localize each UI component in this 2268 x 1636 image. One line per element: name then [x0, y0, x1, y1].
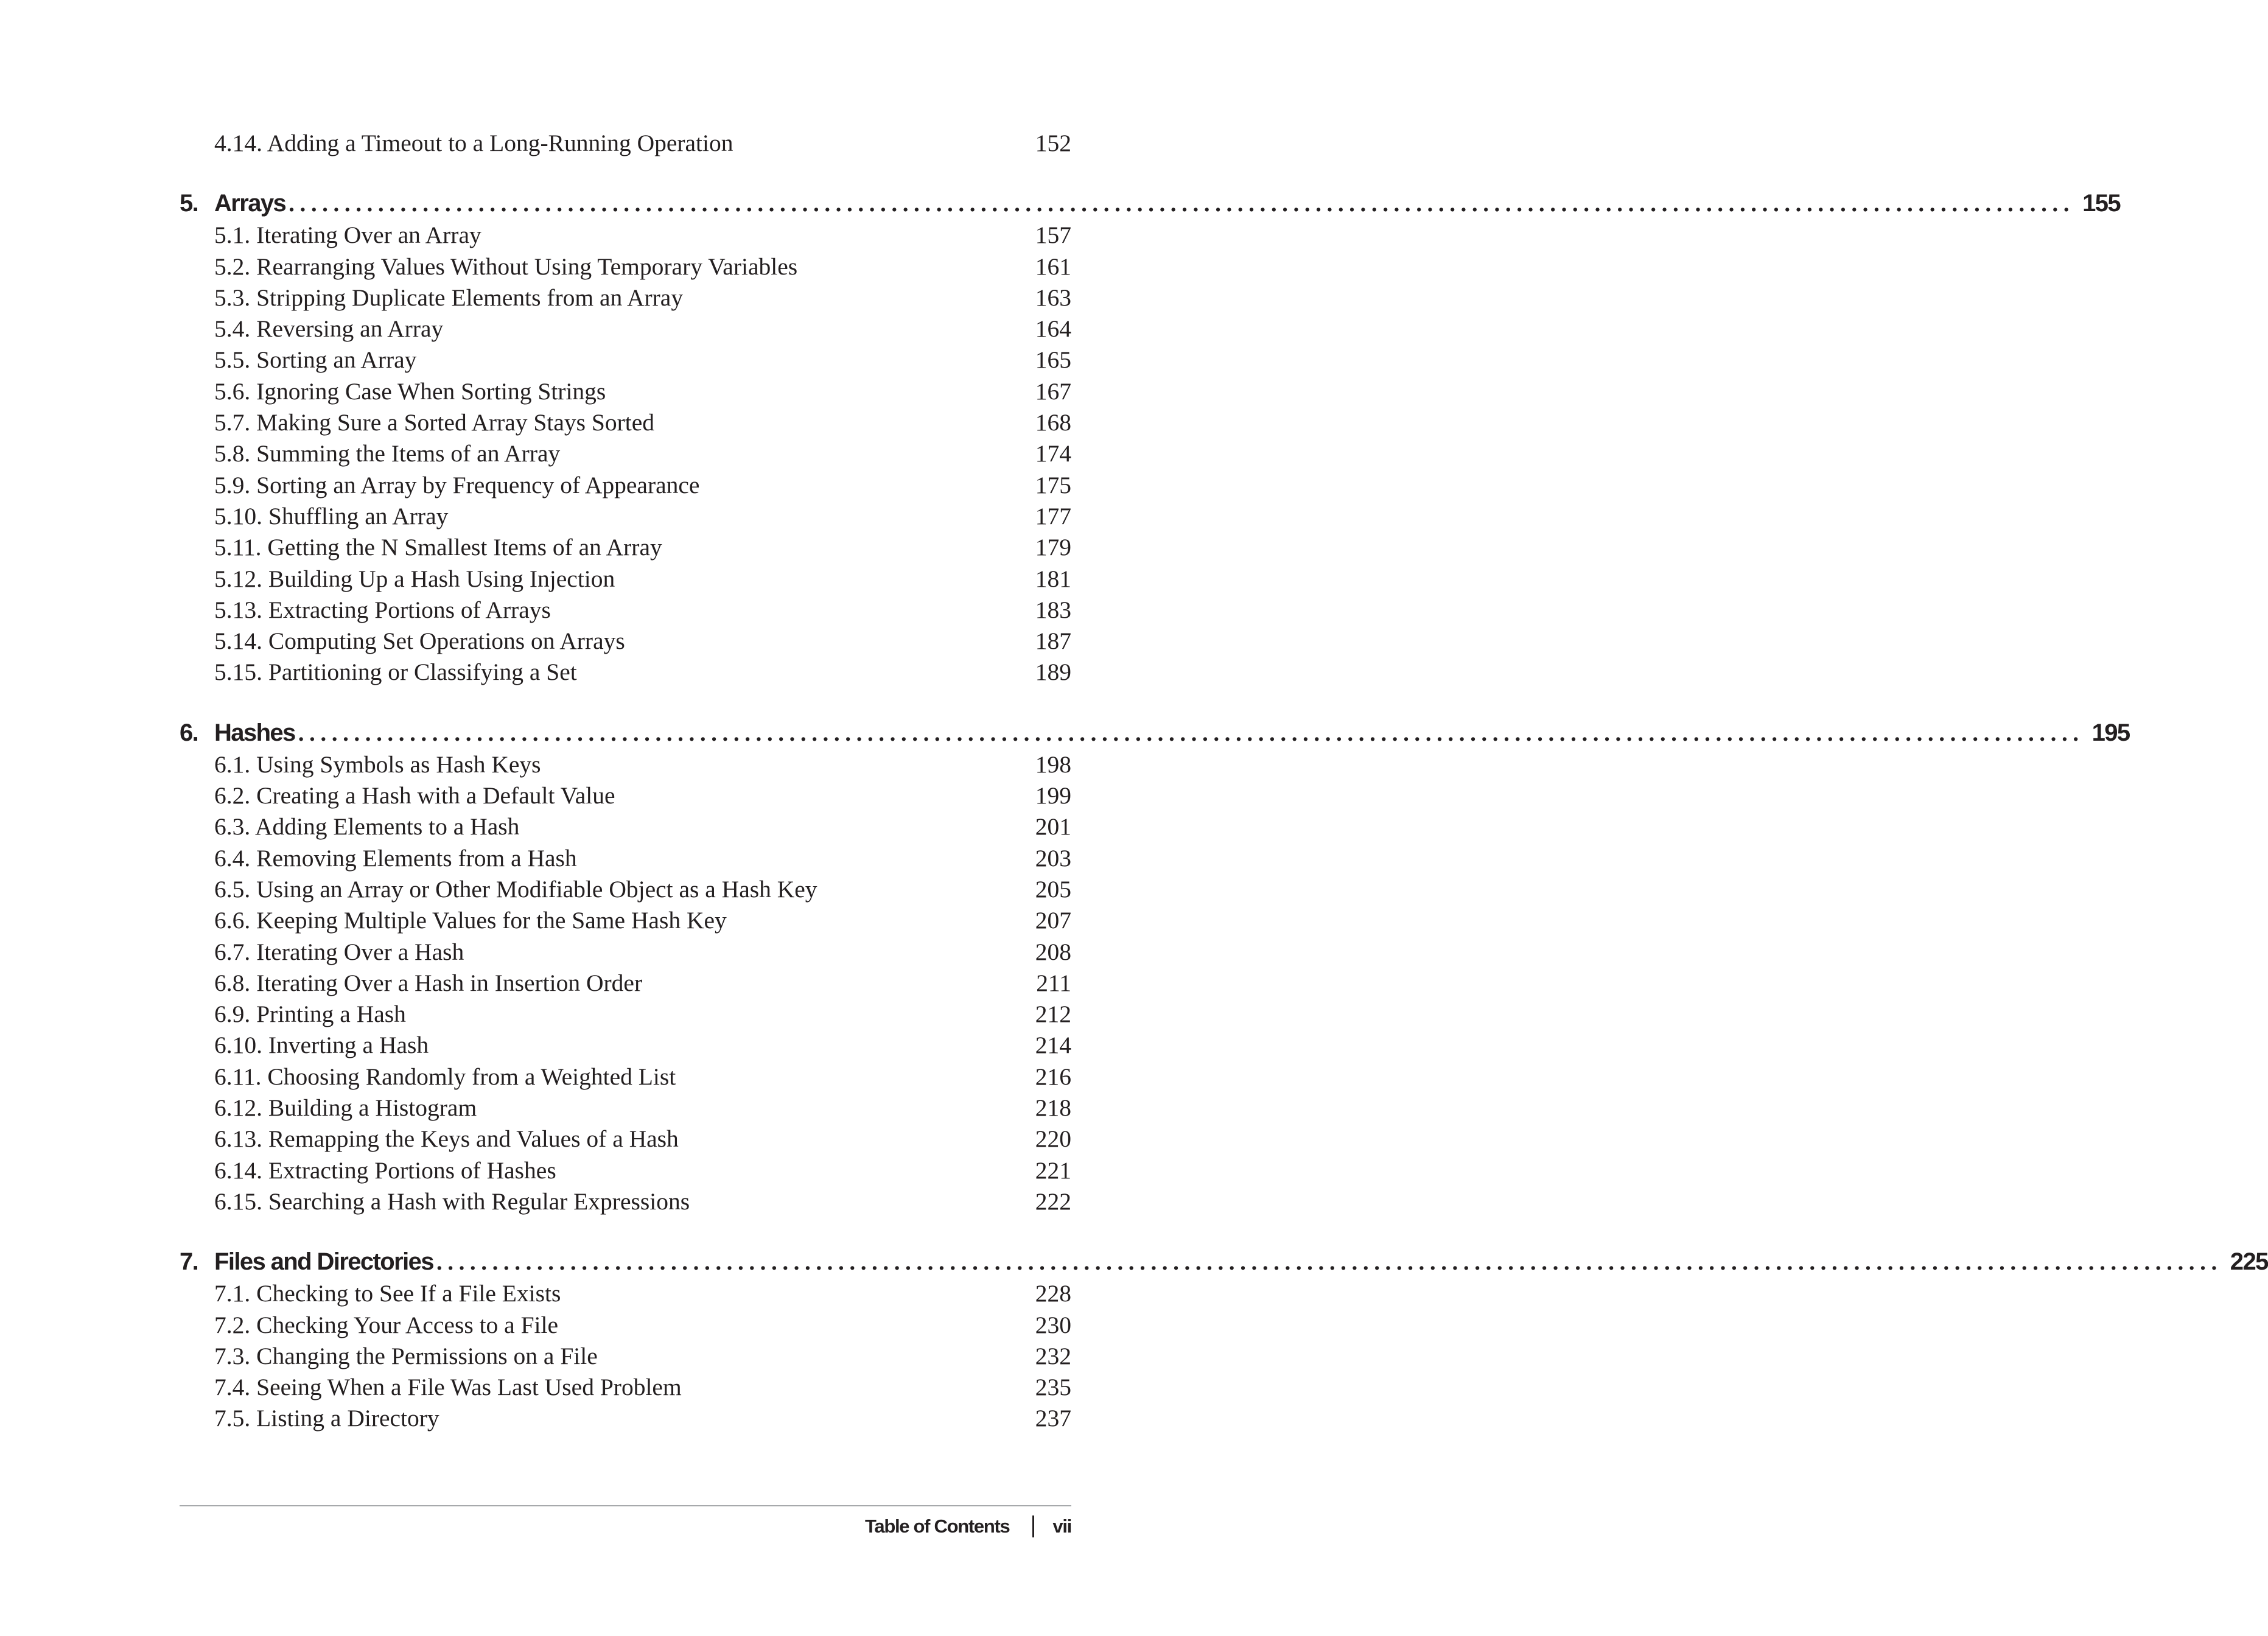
toc-entry[interactable] — [180, 1403, 1071, 1434]
toc-entry-page: 207 — [1035, 907, 1071, 934]
toc-entry[interactable] — [180, 1278, 1071, 1309]
toc-entry-title: 5.8. Summing the Items of an Array — [214, 440, 561, 467]
footer-separator — [1032, 1515, 1034, 1537]
toc-entry[interactable] — [180, 1372, 1071, 1403]
toc-entry-page: 174 — [1035, 440, 1071, 467]
toc-entry[interactable] — [180, 843, 1071, 874]
chapter-list — [180, 159, 2268, 1434]
toc-entry-page: 152 — [1035, 130, 1071, 156]
toc-entry[interactable] — [180, 999, 1071, 1030]
chapter-title: Arrays — [214, 190, 286, 217]
toc-entry-page: 167 — [1035, 377, 1071, 405]
toc-entry-page: 189 — [1035, 659, 1071, 686]
toc-entry[interactable] — [180, 407, 1071, 438]
toc-entry-title: 7.2. Checking Your Access to a File — [214, 1311, 559, 1338]
toc-entry-page: 211 — [1036, 969, 1071, 996]
footer-divider — [180, 1505, 1071, 1506]
chapter-number: 7. — [180, 1248, 198, 1276]
toc-entry[interactable] — [180, 1310, 1071, 1341]
toc-entry-page: 183 — [1035, 596, 1071, 623]
toc-entry-title: 5.3. Stripping Duplicate Elements from an Array — [214, 284, 684, 311]
toc-entry-title: 6.9. Printing a Hash — [214, 1001, 406, 1028]
chapter-number: 5. — [180, 190, 198, 217]
toc-entry-page: 222 — [1035, 1187, 1071, 1215]
toc-entry-title: 6.5. Using an Array or Other Modifiable Object as a Hash Key — [214, 875, 817, 903]
toc-entry-page: 205 — [1035, 875, 1071, 903]
toc-entry-page: 157 — [1035, 222, 1071, 249]
toc-entry-title: 5.15. Partitioning or Classifying a Set — [214, 659, 577, 686]
toc-entry[interactable] — [180, 1186, 1071, 1217]
table-of-contents — [180, 128, 2268, 1435]
toc-entry[interactable] — [180, 657, 1071, 688]
chapter-page: 195 — [2091, 719, 2130, 746]
dot-leader: ................................................................................................................................................................ — [288, 192, 2074, 217]
toc-entry-title: 7.5. Listing a Directory — [214, 1405, 439, 1432]
toc-entry-title: 5.7. Making Sure a Sorted Array Stays Sorted — [214, 409, 654, 436]
chapter-heading[interactable] — [180, 1245, 2268, 1278]
toc-entry[interactable] — [180, 595, 1071, 626]
folio: vii — [1052, 1515, 1071, 1537]
toc-entry-title: 7.4. Seeing When a File Was Last Used Problem — [214, 1374, 682, 1401]
toc-entry-title: 6.12. Building a Histogram — [214, 1094, 477, 1122]
chapter-page: 155 — [2082, 190, 2121, 217]
toc-entry[interactable] — [180, 780, 1071, 811]
toc-entry-page: 232 — [1035, 1342, 1071, 1369]
toc-entry-page: 201 — [1035, 813, 1071, 841]
toc-entry-page: 203 — [1035, 844, 1071, 872]
toc-entry-page: 168 — [1035, 409, 1071, 436]
toc-entry[interactable] — [180, 937, 1071, 968]
toc-entry-title: 5.6. Ignoring Case When Sorting Strings — [214, 377, 606, 405]
toc-entry[interactable] — [180, 532, 1071, 563]
toc-entry-title: 6.4. Removing Elements from a Hash — [214, 844, 577, 872]
toc-entry-page: 237 — [1035, 1405, 1071, 1432]
toc-entry-title: 6.10. Inverting a Hash — [214, 1032, 429, 1059]
toc-entry[interactable] — [180, 470, 1071, 501]
toc-entry[interactable] — [180, 313, 1071, 344]
toc-entry[interactable] — [180, 128, 1071, 159]
toc-entry-title: 6.11. Choosing Randomly from a Weighted List — [214, 1063, 676, 1090]
toc-entry[interactable] — [180, 1092, 1071, 1124]
toc-entry-page: 179 — [1035, 534, 1071, 561]
toc-entry-title: 6.3. Adding Elements to a Hash — [214, 813, 520, 841]
toc-entry-page: 161 — [1035, 253, 1071, 280]
toc-entry-title: 5.1. Iterating Over an Array — [214, 222, 481, 249]
running-footer-title: Table of Contents — [865, 1515, 1010, 1537]
toc-entry[interactable] — [180, 282, 1071, 313]
toc-entry-title: 5.2. Rearranging Values Without Using Temporary Variables — [214, 253, 798, 280]
toc-entry-page: 164 — [1035, 315, 1071, 343]
toc-entry-page: 181 — [1035, 565, 1071, 592]
chapter-title: Hashes — [214, 719, 295, 746]
toc-entry[interactable] — [180, 811, 1071, 842]
toc-entry-title: 5.11. Getting the N Smallest Items of an Array — [214, 534, 662, 561]
toc-entry[interactable] — [180, 376, 1071, 407]
toc-entry[interactable] — [180, 968, 1071, 999]
toc-entry-title: 6.8. Iterating Over a Hash in Insertion Order — [214, 969, 643, 996]
toc-entry-page: 187 — [1035, 627, 1071, 655]
toc-entry-page: 198 — [1035, 750, 1071, 778]
toc-entry-title: 6.7. Iterating Over a Hash — [214, 938, 464, 965]
toc-entry-title: 5.10. Shuffling an Array — [214, 502, 449, 530]
toc-entry[interactable] — [180, 626, 1071, 657]
toc-entry-page: 165 — [1035, 346, 1071, 374]
toc-entry-title: 5.14. Computing Set Operations on Arrays — [214, 627, 625, 655]
toc-entry-page: 235 — [1035, 1374, 1071, 1401]
chapter-heading[interactable] — [180, 716, 2130, 749]
chapter-number: 6. — [180, 719, 198, 746]
toc-entry-title: 6.2. Creating a Hash with a Default Value — [214, 782, 615, 809]
toc-entry[interactable] — [180, 1061, 1071, 1092]
toc-entry-title: 7.1. Checking to See If a File Exists — [214, 1280, 561, 1307]
toc-entry[interactable] — [180, 749, 1071, 780]
toc-entry[interactable] — [180, 220, 1071, 251]
toc-entry-title: 5.12. Building Up a Hash Using Injection — [214, 565, 615, 592]
toc-entry-title: 5.9. Sorting an Array by Frequency of Appearance — [214, 471, 700, 498]
toc-entry-title: 4.14. Adding a Timeout to a Long-Running Operation — [214, 130, 733, 156]
toc-entry-title: 6.15. Searching a Hash with Regular Expressions — [214, 1187, 690, 1215]
toc-entry[interactable] — [180, 1341, 1071, 1372]
toc-entry-page: 221 — [1035, 1156, 1071, 1184]
toc-entry-page: 212 — [1035, 1001, 1071, 1028]
dot-leader: ................................................................................................................................................................ — [297, 721, 2084, 746]
toc-entry[interactable] — [180, 501, 1071, 532]
toc-entry-page: 230 — [1035, 1311, 1071, 1338]
toc-entry-title: 7.3. Changing the Permissions on a File — [214, 1342, 598, 1369]
toc-entry-title: 6.14. Extracting Portions of Hashes — [214, 1156, 556, 1184]
chapter-title: Files and Directories — [214, 1248, 433, 1276]
toc-entry[interactable] — [180, 874, 1071, 905]
toc-entry[interactable] — [180, 905, 1071, 936]
toc-entry[interactable] — [180, 344, 1071, 376]
toc-entry-page: 220 — [1035, 1125, 1071, 1153]
toc-entry-page: 216 — [1035, 1063, 1071, 1090]
toc-entry-page: 218 — [1035, 1094, 1071, 1122]
toc-entry-page: 163 — [1035, 284, 1071, 311]
toc-entry-title: 6.13. Remapping the Keys and Values of a Hash — [214, 1125, 679, 1153]
toc-entry-title: 6.6. Keeping Multiple Values for the Same Hash Key — [214, 907, 727, 934]
toc-entry-title: 5.13. Extracting Portions of Arrays — [214, 596, 551, 623]
chapter-heading[interactable] — [180, 187, 2121, 220]
chapter-page: 225 — [2230, 1248, 2268, 1276]
toc-entry[interactable] — [180, 1155, 1071, 1186]
toc-entry-page: 199 — [1035, 782, 1071, 809]
toc-entry-page: 177 — [1035, 502, 1071, 530]
toc-entry[interactable] — [180, 1124, 1071, 1155]
toc-entry-page: 175 — [1035, 471, 1071, 498]
toc-entry-title: 5.5. Sorting an Array — [214, 346, 417, 374]
page-footer — [865, 1514, 1071, 1539]
toc-entry-page: 228 — [1035, 1280, 1071, 1307]
toc-entry-title: 6.1. Using Symbols as Hash Keys — [214, 750, 541, 778]
toc-entry[interactable] — [180, 564, 1071, 595]
toc-entry-title: 5.4. Reversing an Array — [214, 315, 444, 343]
toc-entry[interactable] — [180, 251, 1071, 282]
toc-entry[interactable] — [180, 1030, 1071, 1061]
toc-entry-page: 208 — [1035, 938, 1071, 965]
toc-entry-page: 214 — [1035, 1032, 1071, 1059]
dot-leader: ................................................................................................................................................................ — [435, 1251, 2222, 1276]
toc-entry[interactable] — [180, 438, 1071, 469]
